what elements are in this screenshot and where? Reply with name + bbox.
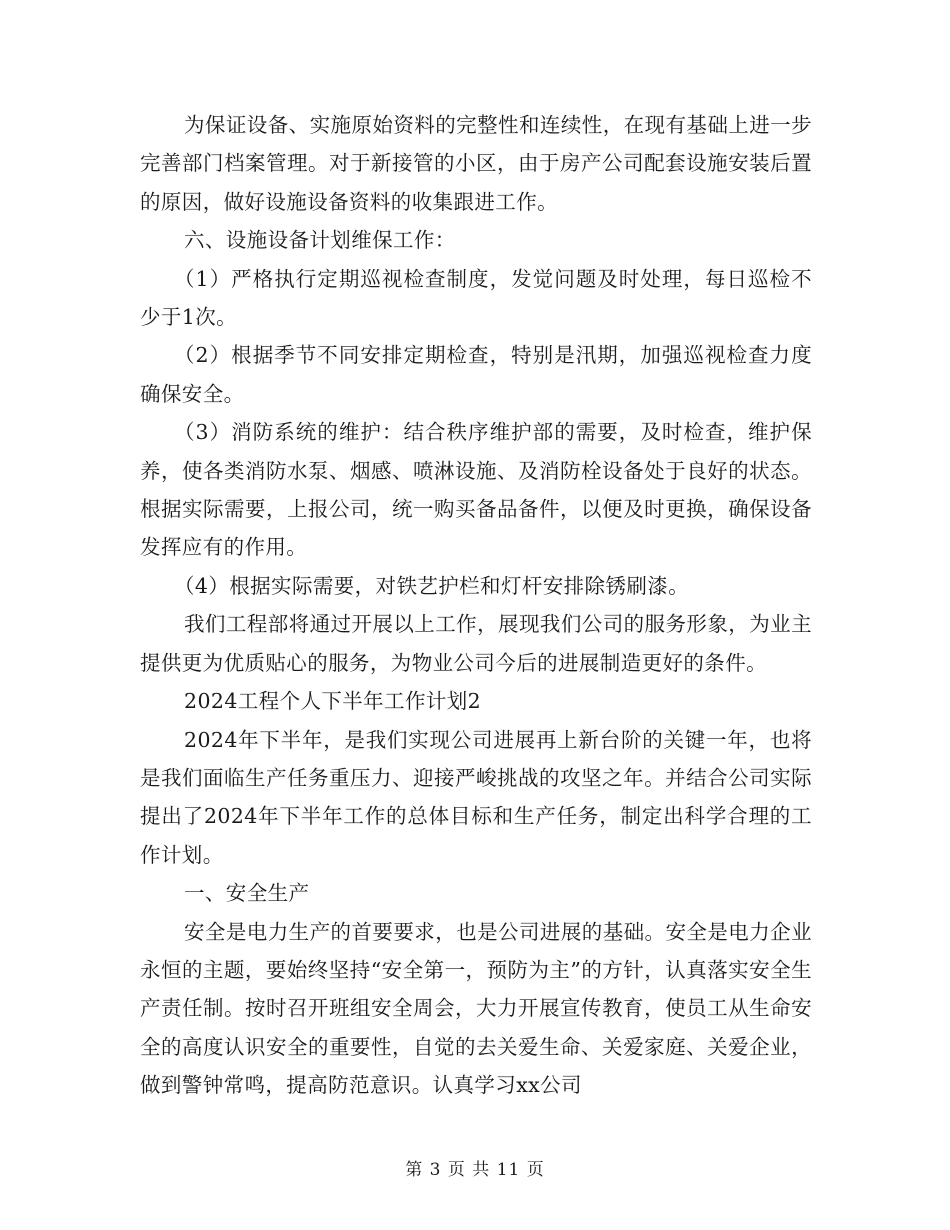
paragraph-introduction: 2024年下半年，是我们实现公司进展再上新台阶的关键一年，也将是我们面临生产任务重压力、迎接严峻挑战的攻坚之年。并结合公司实际提出了2024年下半年工作的总体目标和生产任务，制定出科学合理的工作计划。 — [140, 727, 812, 867]
page-footer — [0, 1155, 950, 1180]
section-heading-safety: 一、安全生产 — [184, 881, 310, 906]
document-subtitle: 2024工程个人下半年工作计划2 — [184, 689, 482, 714]
paragraph-conclusion: 我们工程部将通过开展以上工作，展现我们公司的服务形象，为业主提供更为优质贴心的服务，为物业公司今后的进展制造更好的条件。 — [140, 612, 812, 675]
footer-suffix: 页 — [526, 1160, 545, 1180]
paragraph-archive-management: 为保证设备、实施原始资料的完整性和连续性，在现有基础上进一步完善部门档案管理。对于新接管的小区，由于房产公司配套设施安装后置的原因，做好设施设备资料的收集跟进工作。 — [140, 113, 812, 214]
list-item-fire-system: （3）消防系统的维护：结合秩序维护部的需要，及时检查，维护保养，使各类消防水泵、烟感、喷淋设施、及消防栓设备处于良好的状态。根据实际需要，上报公司，统一购买备品备件，以便及时更换，确保设备发挥应有的作用。 — [140, 420, 812, 560]
footer-prefix: 第 — [405, 1160, 424, 1180]
paragraph-safety: 安全是电力生产的首要要求，也是公司进展的基础。安全是电力企业永恒的主题，要始终坚持“安全第一，预防为主”的方针，认真落实安全生产责任制。按时召开班组安全周会，大力开展宣传教育，使员工从生命安全的高度认识安全的重要性，自觉的去关爱生命、关爱家庭、关爱企业，做到警钟常鸣，提高防范意识。认真学习xx公司 — [140, 919, 812, 1098]
list-item-rust-removal: （4）根据实际需要，对铁艺护栏和灯杆安排除锈刷漆。 — [174, 573, 690, 598]
list-item-inspection: （1）严格执行定期巡视检查制度，发觉问题及时处理，每日巡检不少于1次。 — [140, 266, 812, 330]
section-heading-maintenance: 六、设施设备计划维保工作： — [184, 228, 456, 253]
list-item-seasonal-check: （2）根据季节不同安排定期检查，特别是汛期，加强巡视检查力度确保安全。 — [140, 343, 812, 406]
document-body — [140, 106, 812, 1105]
footer-current-page: 3 — [429, 1160, 442, 1180]
footer-middle: 页 共 — [447, 1160, 491, 1180]
footer-total-pages: 11 — [496, 1160, 521, 1180]
